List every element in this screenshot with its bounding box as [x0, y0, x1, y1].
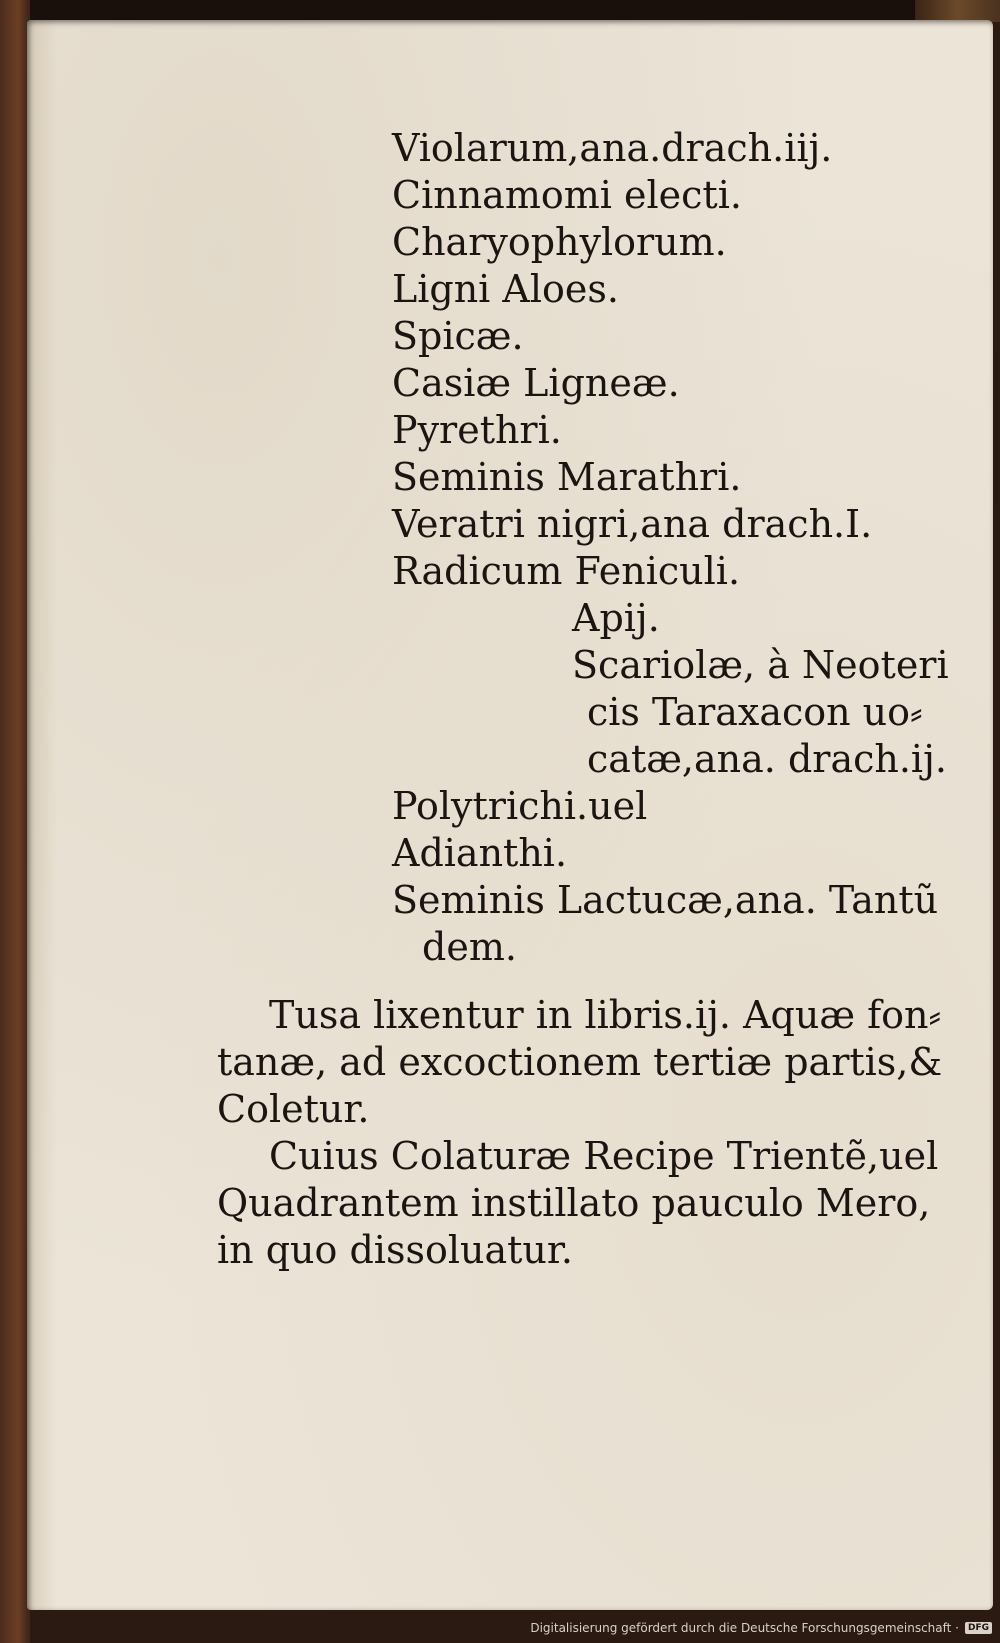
ingredient-line: Cinnamomi electi. — [392, 173, 742, 217]
ingredient-line: Spicæ. — [392, 314, 524, 358]
book-page — [27, 20, 993, 1610]
paragraph-line: Coletur. — [217, 1087, 370, 1131]
paragraph-line: Cuius Colaturæ Recipe Trientẽ,uel — [269, 1134, 939, 1178]
ingredient-line: Pyrethri. — [392, 408, 562, 452]
ingredient-line: Radicum Feniculi. — [392, 549, 741, 593]
paragraph-line: Tusa lixentur in libris.ij. Aquæ fon⸗ — [269, 993, 942, 1037]
ingredient-line: Polytrichi.uel — [392, 784, 648, 828]
ingredient-line: Seminis Marathri. — [392, 455, 742, 499]
paragraph-line: tanæ, ad excoctionem tertiæ partis,& — [217, 1040, 943, 1084]
sub-ingredient-line: Apij. — [572, 596, 660, 640]
book-binding — [0, 0, 30, 1643]
digitization-credit — [530, 1617, 992, 1639]
ingredient-line: Violarum,ana.drach.iij. — [392, 126, 833, 170]
ingredient-list — [392, 125, 949, 971]
ingredient-line: Seminis Lactucæ,ana. Tantũ — [392, 878, 939, 922]
sub-ingredient-line: Scariolæ, à Neoteri — [572, 643, 949, 687]
ingredient-continuation: dem. — [422, 925, 517, 969]
credit-text: Digitalisierung gefördert durch die Deutsche Forschungsgemeinschaft · — [530, 1621, 959, 1635]
ingredient-line: Charyophylorum. — [392, 220, 727, 264]
dfg-logo: DFG — [965, 1622, 992, 1634]
sub-ingredient-continuation: catæ,ana. drach.ij. — [587, 737, 947, 781]
paragraph-line: in quo dissoluatur. — [217, 1228, 573, 1272]
top-edge — [0, 0, 1000, 20]
sub-ingredient-continuation: cis Taraxacon uo⸗ — [587, 690, 923, 734]
book-cover-edge — [915, 0, 1000, 22]
ingredient-line: Adianthi. — [392, 831, 568, 875]
paragraph-line: Quadrantem instillato pauculo Mero, — [217, 1181, 931, 1225]
ingredient-line: Veratri nigri,ana drach.I. — [392, 502, 873, 546]
ingredient-line: Ligni Aloes. — [392, 267, 619, 311]
instructions — [217, 992, 943, 1274]
ingredient-line: Casiæ Ligneæ. — [392, 361, 680, 405]
